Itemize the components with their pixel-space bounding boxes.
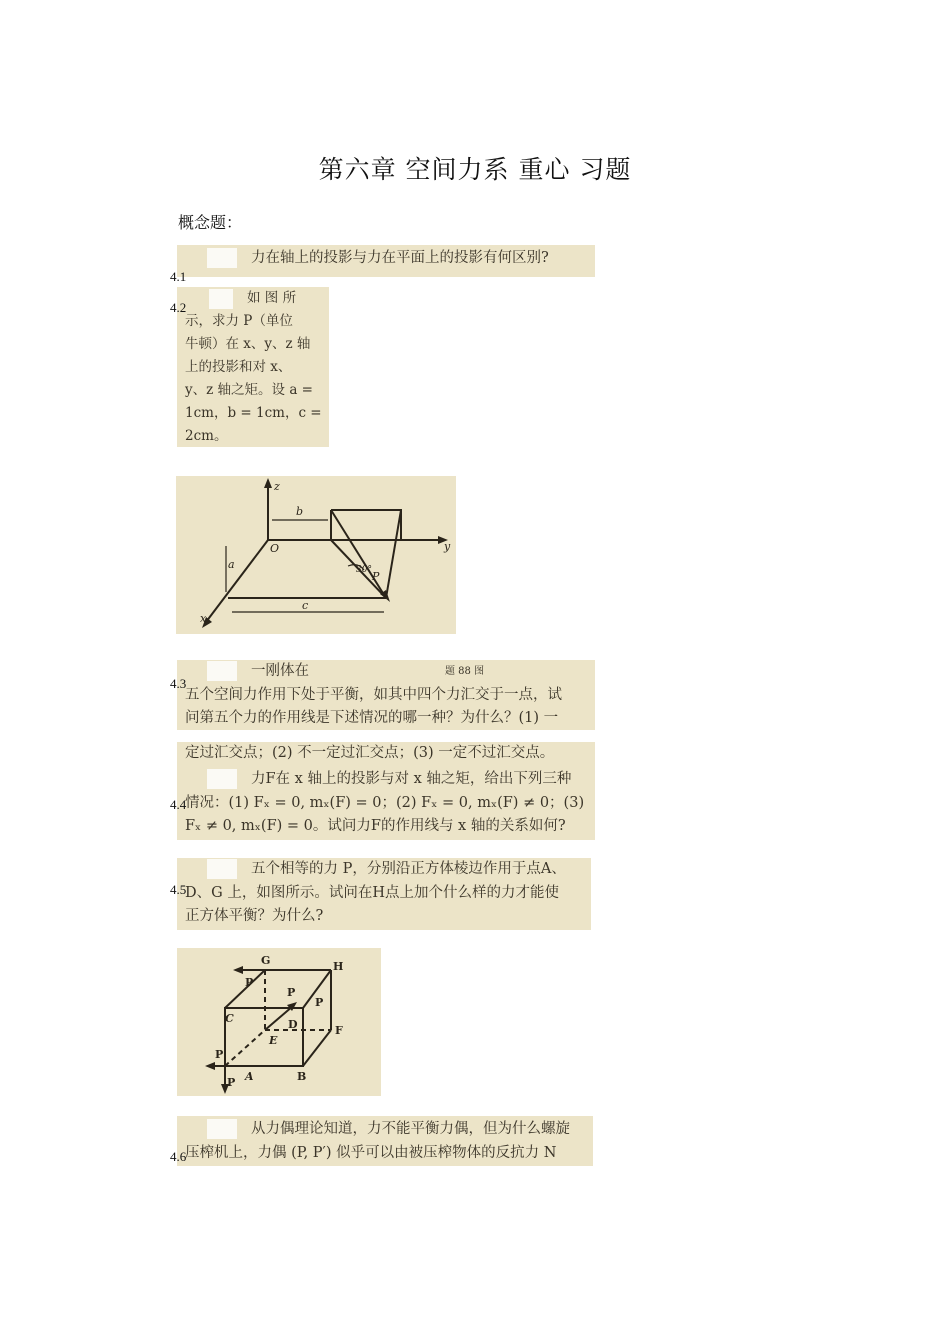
question-4-3-continuation [177,742,595,768]
force-label-A-horizontal: P [215,1048,224,1061]
vertex-B: B [297,1070,307,1083]
section-heading: 概念题： [178,213,243,232]
question-4-1-block [177,245,595,277]
question-text-line: 问第五个力的作用线是下述情况的哪一种？为什么？(1) 一 [185,710,559,726]
question-number: 4.2 [170,300,187,315]
figure-caption: 题 88 图 [445,666,485,677]
blank-box [207,1119,237,1139]
question-4-3-block [177,660,595,730]
cube-hidden-edge-AD [225,1030,265,1066]
question-4-6-block [177,1116,593,1166]
question-number: 4.5 [170,882,187,897]
question-text-line: 正方体平衡？为什么? [185,908,324,924]
question-text-line: 一刚体在 题 88 图 [185,660,595,684]
figure-cube-svg [177,948,381,1096]
z-label: z [274,480,280,493]
x-label: x [200,612,207,625]
blank-box [207,248,237,268]
vertex-E: E [269,1034,278,1047]
force-label: P [372,570,380,583]
figure-force-projection-svg [176,476,456,634]
box-front-edge [386,510,401,598]
question-text-line: 定过汇交点；(2) 不一定过汇交点；(3) 一定不过汇交点。 [185,745,555,761]
dim-a-label: a [228,558,235,571]
blank-box [207,769,237,789]
question-text-line: 五个相等的力 P，分别沿正方体棱边作用于点A、 [185,858,591,882]
figure-force-projection [176,476,456,634]
z-arrow-icon [264,478,272,488]
question-number: 4.1 [170,269,187,284]
vertex-G: G [261,954,271,967]
angle-label: 30° [356,565,372,575]
vertex-D: D [288,1018,298,1031]
vertex-F: F [335,1024,343,1037]
question-4-2-block [177,287,329,447]
question-text-line: 力在轴上的投影与力在平面上的投影有何区别? [207,247,595,271]
blank-box [209,289,233,309]
question-text-line: 五个空间力作用下处于平衡，如其中四个力汇交于一点，试 [185,686,562,703]
force-label-D-top: P [287,986,296,999]
question-text-line: 示，求力 P（单位 [185,313,293,329]
arrow-icon [205,1062,215,1070]
question-number: 4.6 [170,1149,187,1164]
x-axis [206,540,268,622]
question-text-line: 如 图 所 [185,287,329,310]
question-text-line: Fₓ ≠ 0, mₓ(F) = 0。试问力F的作用线与 x 轴的关系如何? [185,818,566,834]
vertex-A: A [245,1070,254,1083]
question-text-line: 牛顿）在 x、y、z 轴 [185,336,311,352]
question-4-4-block [177,768,595,840]
question-text-line: 情况：(1) Fₓ = 0, mₓ(F) = 0；(2) Fₓ = 0, mₓ(F) ≠ 0；(3) [185,794,585,811]
question-text-line: y、z 轴之矩。设 a = [185,382,313,398]
dim-b-label: b [296,505,304,518]
question-number: 4.4 [170,797,187,812]
arrow-icon [233,966,243,974]
force-label-A-vertical: P [227,1076,236,1089]
question-text-line: 2cm。 [185,428,228,444]
y-label: y [444,540,451,553]
question-4-5-block [177,858,591,930]
cube-edge-BF [303,1030,331,1066]
question-text-line: 1cm，b = 1cm，c = [185,405,322,421]
figure-cube [177,948,381,1096]
blank-box [207,661,237,681]
force-label-G: P [245,976,254,989]
question-number: 4.3 [170,676,187,691]
blank-box [207,859,237,879]
question-text-line: D、G 上，如图所示。试问在H点上加个什么样的力才能使 [185,884,559,901]
page-title: 第六章 空间力系 重心 习题 [318,155,632,184]
dim-c-label: c [302,599,309,612]
vertex-C: C [225,1012,234,1025]
question-text-line: 上的投影和对 x、 [185,359,292,375]
vertex-H: H [333,960,344,973]
origin-label: O [270,542,280,555]
question-text-line: 力F在 x 轴上的投影与对 x 轴之矩，给出下列三种 [185,768,595,792]
force-label-D: P [315,996,324,1009]
diagonal-edge [331,510,386,598]
question-text-line: 压榨机上，力偶 (P, P′) 似乎可以由被压榨物体的反抗力 N [185,1144,557,1161]
question-text-line: 从力偶理论知道，力不能平衡力偶，但为什么螺旋 [185,1118,593,1142]
